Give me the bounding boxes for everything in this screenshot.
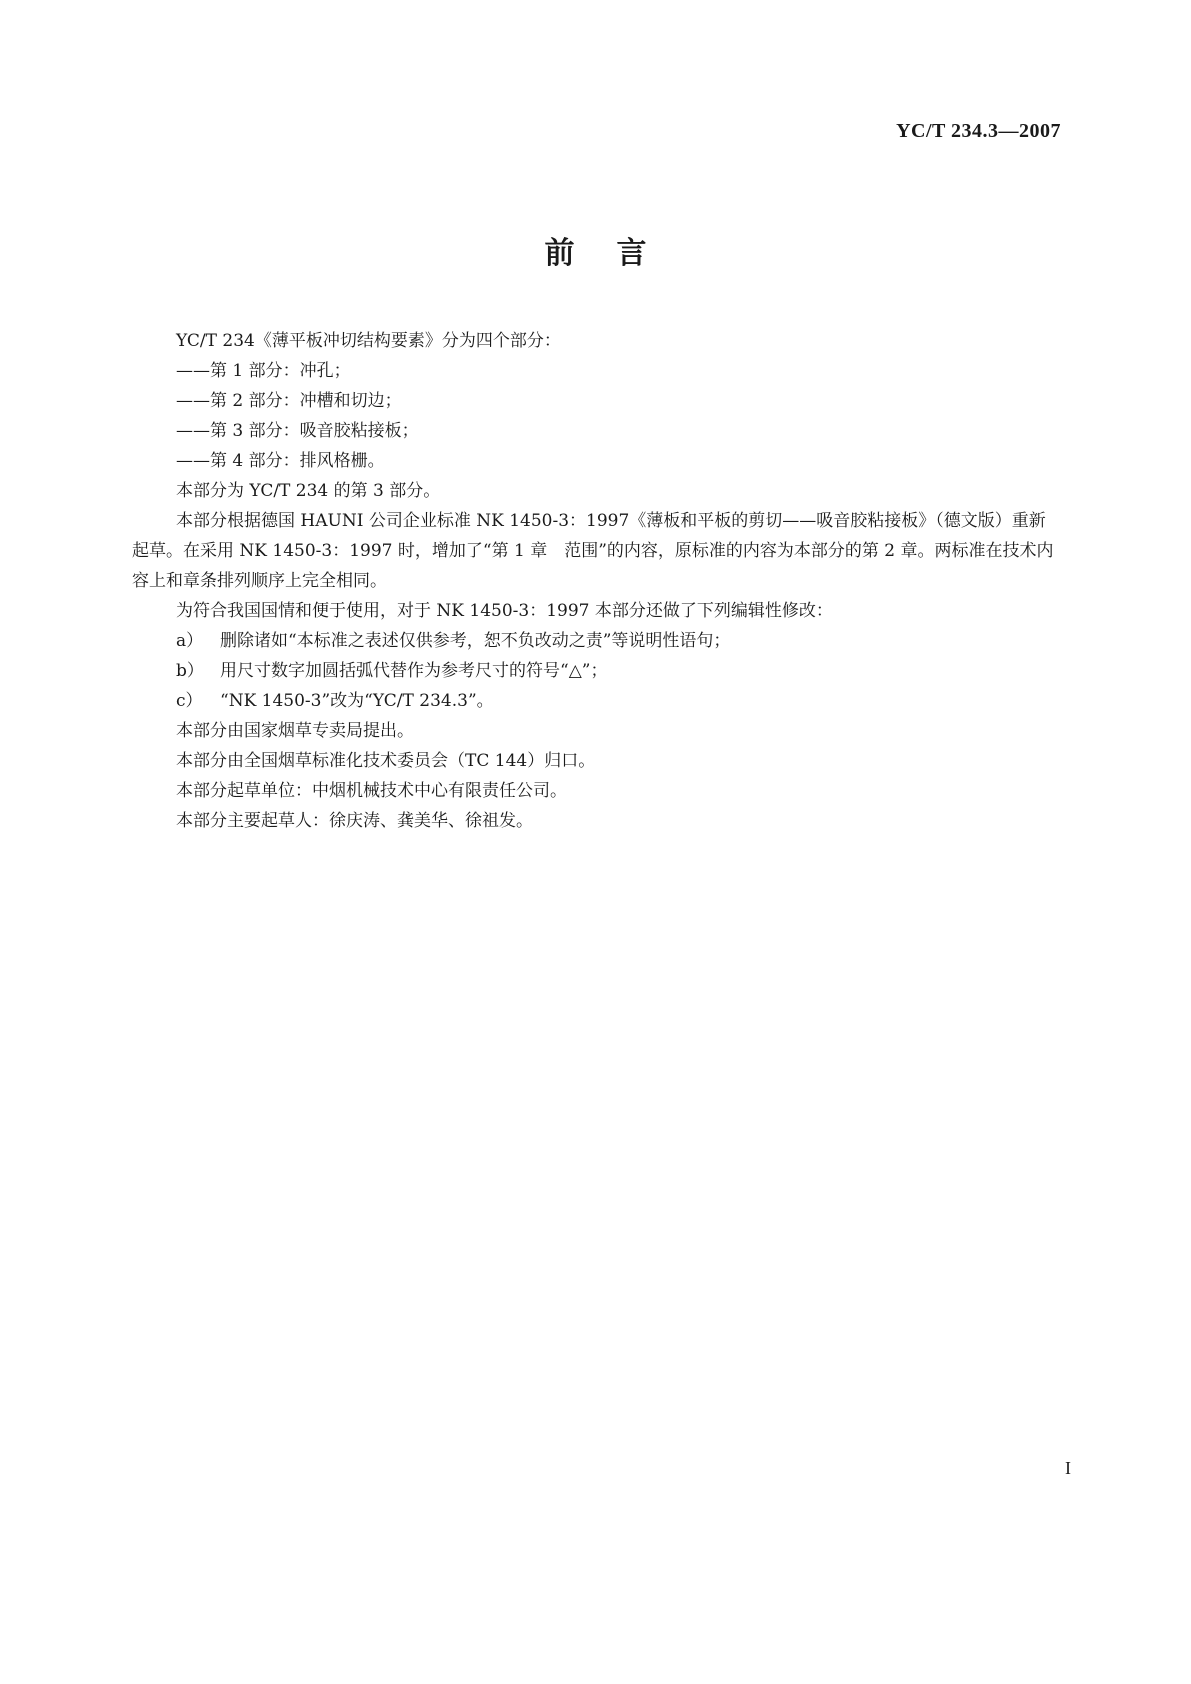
item-text: 删除诸如“本标准之表述仅供参考，恕不负改动之责”等说明性语句；	[220, 631, 731, 651]
page-number: I	[1065, 1458, 1071, 1478]
item-label: b）	[176, 661, 204, 681]
foreword-body	[132, 326, 1056, 836]
modification-item	[176, 656, 1056, 686]
item-label: a）	[176, 631, 204, 651]
modification-item	[176, 626, 1056, 656]
item-label: c）	[176, 691, 203, 711]
part-list-item: ——第 1 部分：冲孔；	[176, 361, 351, 381]
modification-item	[176, 686, 1056, 716]
drafting-unit: 本部分起草单位：中烟机械技术中心有限责任公司。	[176, 781, 567, 801]
this-part-paragraph: 本部分为 YC/T 234 的第 3 部分。	[176, 481, 441, 501]
page-title: 前言	[544, 236, 689, 271]
basis-paragraph: 本部分根据德国 HAUNI 公司企业标准 NK 1450-3：1997《薄板和平板的剪切——吸音胶粘接板》（德文版）重新起草。在采用 NK 1450-3：1997 时，增加了“第 1 章 范围”的内容，原标准的内容为本部分的第 2 章。两标准在技术内容上和章条排列顺序上完全相同。	[132, 511, 1054, 591]
part-list-item: ——第 3 部分：吸音胶粘接板；	[176, 421, 419, 441]
part-list-item: ——第 4 部分：排风格栅。	[176, 451, 385, 471]
item-text: 用尺寸数字加圆括弧代替作为参考尺寸的符号“△”；	[220, 661, 608, 681]
item-text: “NK 1450-3”改为“YC/T 234.3”。	[220, 691, 494, 711]
drafters: 本部分主要起草人：徐庆涛、龚美华、徐祖发。	[176, 811, 533, 831]
modification-intro: 为符合我国国情和便于使用，对于 NK 1450-3：1997 本部分还做了下列编辑性修改：	[176, 601, 833, 621]
part-list-item: ——第 2 部分：冲槽和切边；	[176, 391, 402, 411]
standard-code: YC/T 234.3—2007	[896, 120, 1061, 142]
intro-paragraph: YC/T 234《薄平板冲切结构要素》分为四个部分：	[176, 331, 561, 351]
proposed-by: 本部分由国家烟草专卖局提出。	[176, 721, 414, 741]
centralized-by: 本部分由全国烟草标准化技术委员会（TC 144）归口。	[176, 751, 596, 771]
